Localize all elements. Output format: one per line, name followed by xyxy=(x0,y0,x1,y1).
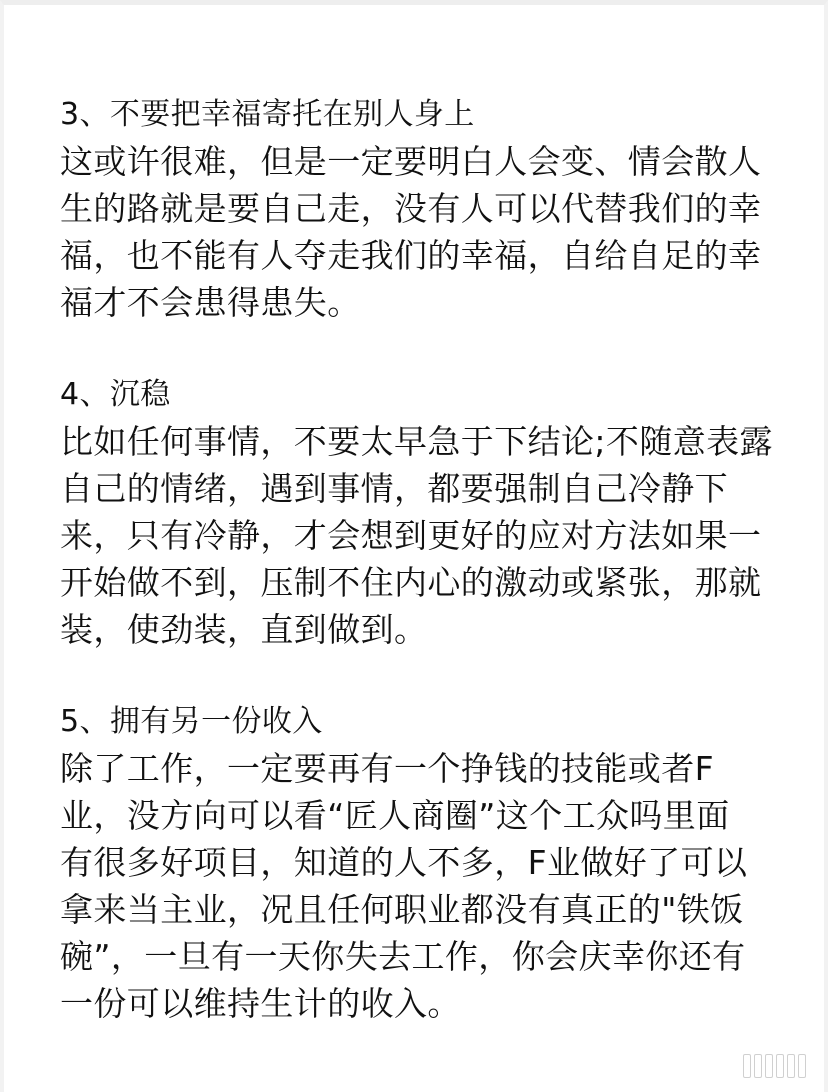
paragraph-line: 来，只有冷静，才会想到更好的应对方法如果一 xyxy=(60,516,762,555)
section-heading: 5、拥有另一份收入 xyxy=(60,704,323,739)
watermark-bar-icon xyxy=(776,1054,784,1078)
section-5 xyxy=(60,698,790,1027)
paragraph-line: 这或许很难，但是一定要明白人会变、情会散人 xyxy=(60,142,762,181)
article-body xyxy=(60,91,790,1072)
paragraph-line: 福才不会患得患失。 xyxy=(60,283,361,322)
section-4 xyxy=(60,371,790,653)
watermark-bar-icon xyxy=(765,1054,773,1078)
paragraph-line: 自己的情绪，遇到事情，都要强制自己冷静下 xyxy=(60,469,728,508)
paragraph-line: 拿来当主业，况且任何职业都没有真正的"铁饭 xyxy=(60,890,744,929)
paragraph-line: 装，使劲装，直到做到。 xyxy=(60,610,428,649)
paragraph-line: 福，也不能有人夺走我们的幸福，自给自足的幸 xyxy=(60,236,762,275)
watermark-bar-icon xyxy=(787,1054,795,1078)
section-3 xyxy=(60,91,790,326)
section-heading: 4、沉稳 xyxy=(60,377,171,412)
paragraph-line: 一份可以维持生计的收入。 xyxy=(60,984,461,1023)
watermark-bar-icon xyxy=(754,1054,762,1078)
paragraph-line: 比如任何事情，不要太早急于下结论;不随意表露 xyxy=(60,422,773,461)
paragraph-line: 生的路就是要自己走，没有人可以代替我们的幸 xyxy=(60,189,762,228)
watermark-bar-icon xyxy=(743,1054,751,1078)
watermark-logo-icon xyxy=(743,1054,806,1078)
watermark-bar-icon xyxy=(798,1054,806,1078)
paragraph-line: 碗”，一旦有一天你失去工作，你会庆幸你还有 xyxy=(60,937,746,976)
paragraph-line: 有很多好项目，知道的人不多，F业做好了可以 xyxy=(60,843,748,882)
paragraph-line: 开始做不到，压制不住内心的激动或紧张，那就 xyxy=(60,563,762,602)
paragraph-line: 除了工作，一定要再有一个挣钱的技能或者F xyxy=(60,749,714,788)
section-heading: 3、不要把幸福寄托在别人身上 xyxy=(60,97,475,132)
paragraph-line: 业，没方向可以看“匠人商圈”这个工众吗里面 xyxy=(60,796,730,835)
